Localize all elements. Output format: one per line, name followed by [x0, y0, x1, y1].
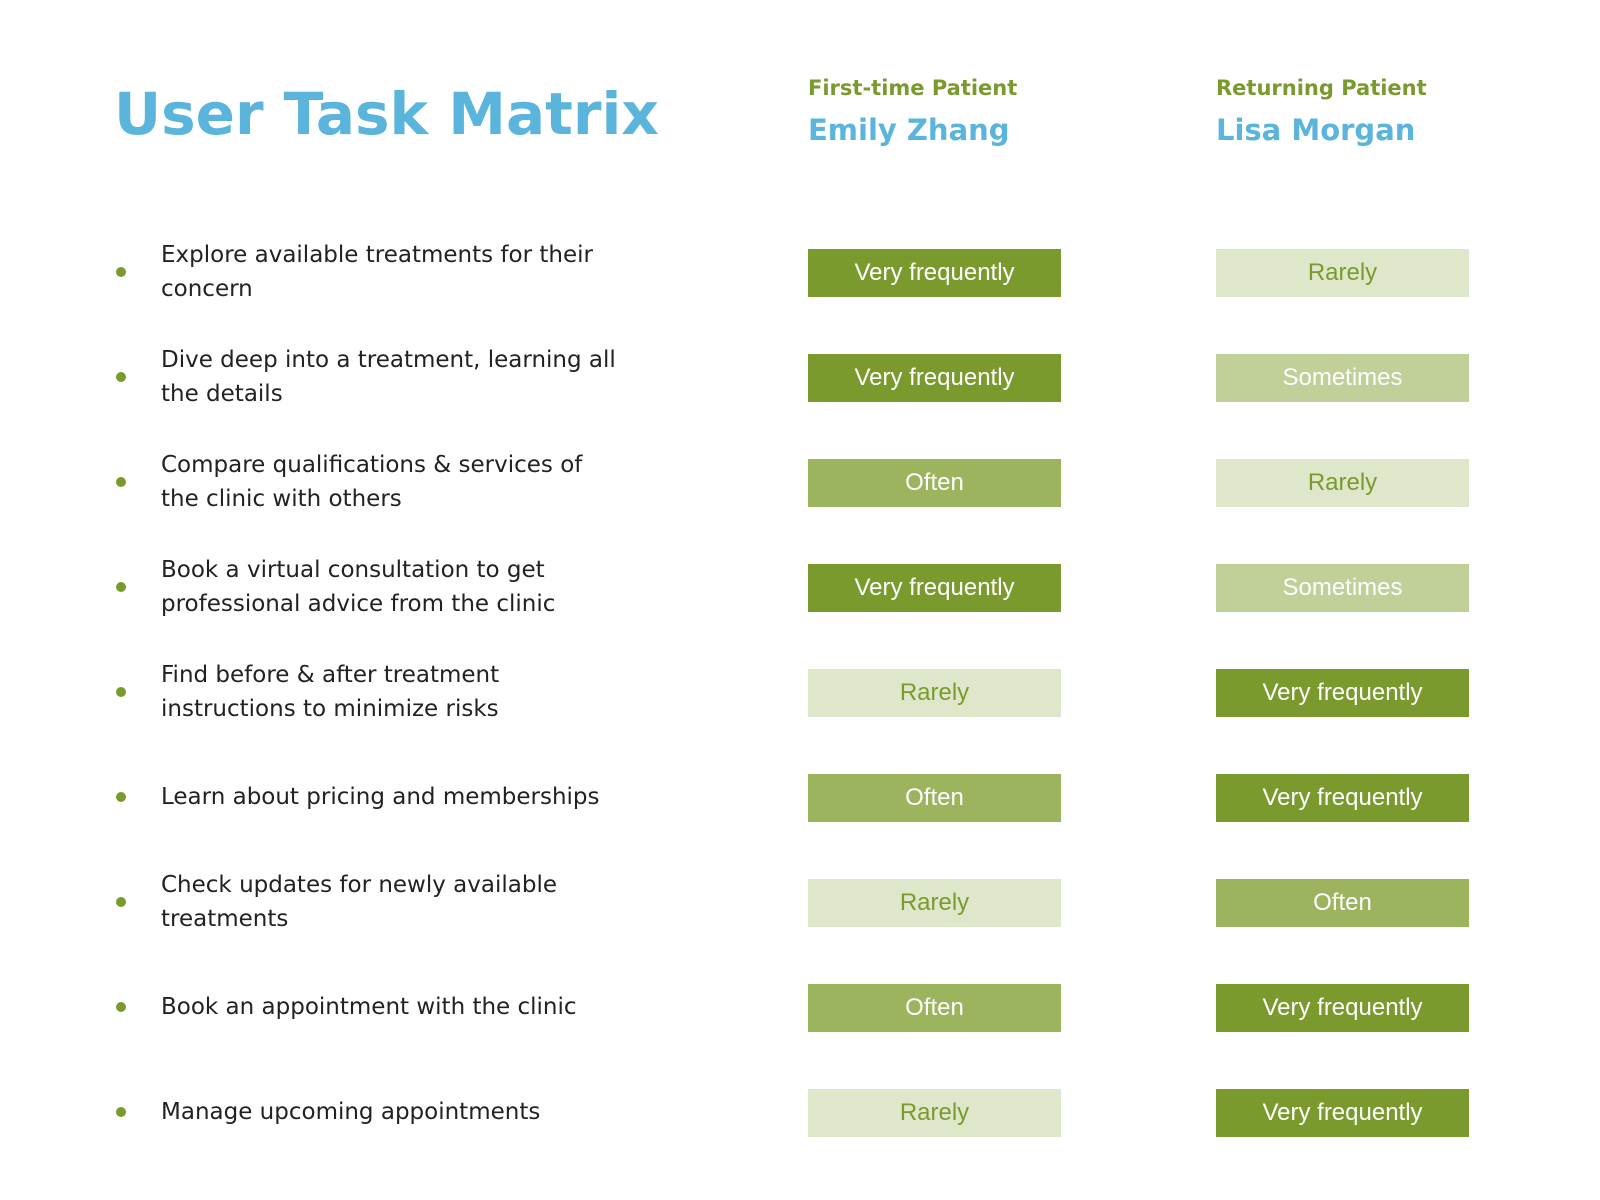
frequency-badge-first-time: Often	[808, 459, 1061, 507]
bullet-icon	[116, 1107, 126, 1117]
frequency-badge-returning: Rarely	[1216, 459, 1469, 507]
task-row	[0, 959, 1600, 1064]
bullet-icon	[116, 897, 126, 907]
task-row	[0, 224, 1600, 329]
frequency-badge-first-time: Rarely	[808, 879, 1061, 927]
bullet-icon	[116, 687, 126, 697]
task-row	[0, 854, 1600, 959]
frequency-badge-first-time: Often	[808, 774, 1061, 822]
frequency-badge-first-time: Rarely	[808, 669, 1061, 717]
frequency-badge-returning: Very frequently	[1216, 774, 1469, 822]
persona-name: Lisa Morgan	[1216, 113, 1416, 147]
bullet-icon	[116, 792, 126, 802]
frequency-badge-first-time: Very frequently	[808, 354, 1061, 402]
task-row	[0, 644, 1600, 749]
bullet-icon	[116, 582, 126, 592]
task-label: Compare qualifications & services of the clinic with others	[161, 452, 583, 512]
frequency-badge-first-time: Very frequently	[808, 564, 1061, 612]
frequency-badge-returning: Rarely	[1216, 249, 1469, 297]
frequency-badge-first-time: Often	[808, 984, 1061, 1032]
task-label: Dive deep into a treatment, learning all the details	[161, 347, 616, 407]
task-label: Find before & after treatment instructions to minimize risks	[161, 662, 500, 722]
frequency-badge-first-time: Very frequently	[808, 249, 1061, 297]
page-title: User Task Matrix	[114, 80, 659, 148]
frequency-badge-returning: Very frequently	[1216, 1089, 1469, 1137]
task-matrix	[0, 224, 1600, 1169]
task-label: Learn about pricing and memberships	[161, 784, 600, 810]
task-label: Explore available treatments for their concern	[161, 242, 593, 302]
task-label: Book a virtual consultation to get professional advice from the clinic	[161, 557, 556, 617]
persona-role: First-time Patient	[808, 76, 1018, 100]
frequency-badge-first-time: Rarely	[808, 1089, 1061, 1137]
persona-header-returning	[1216, 74, 1536, 150]
persona-role: Returning Patient	[1216, 76, 1427, 100]
task-row	[0, 329, 1600, 434]
task-row	[0, 1064, 1600, 1169]
persona-header-first-time	[808, 74, 1128, 150]
bullet-icon	[116, 267, 126, 277]
frequency-badge-returning: Very frequently	[1216, 669, 1469, 717]
frequency-badge-returning: Sometimes	[1216, 354, 1469, 402]
frequency-badge-returning: Often	[1216, 879, 1469, 927]
frequency-badge-returning: Very frequently	[1216, 984, 1469, 1032]
frequency-badge-returning: Sometimes	[1216, 564, 1469, 612]
task-row	[0, 539, 1600, 644]
bullet-icon	[116, 1002, 126, 1012]
bullet-icon	[116, 477, 126, 487]
task-label: Book an appointment with the clinic	[161, 994, 577, 1020]
persona-name: Emily Zhang	[808, 113, 1010, 147]
task-label: Manage upcoming appointments	[161, 1099, 541, 1125]
task-row	[0, 434, 1600, 539]
task-label: Check updates for newly available treatments	[161, 872, 557, 932]
bullet-icon	[116, 372, 126, 382]
task-row	[0, 749, 1600, 854]
